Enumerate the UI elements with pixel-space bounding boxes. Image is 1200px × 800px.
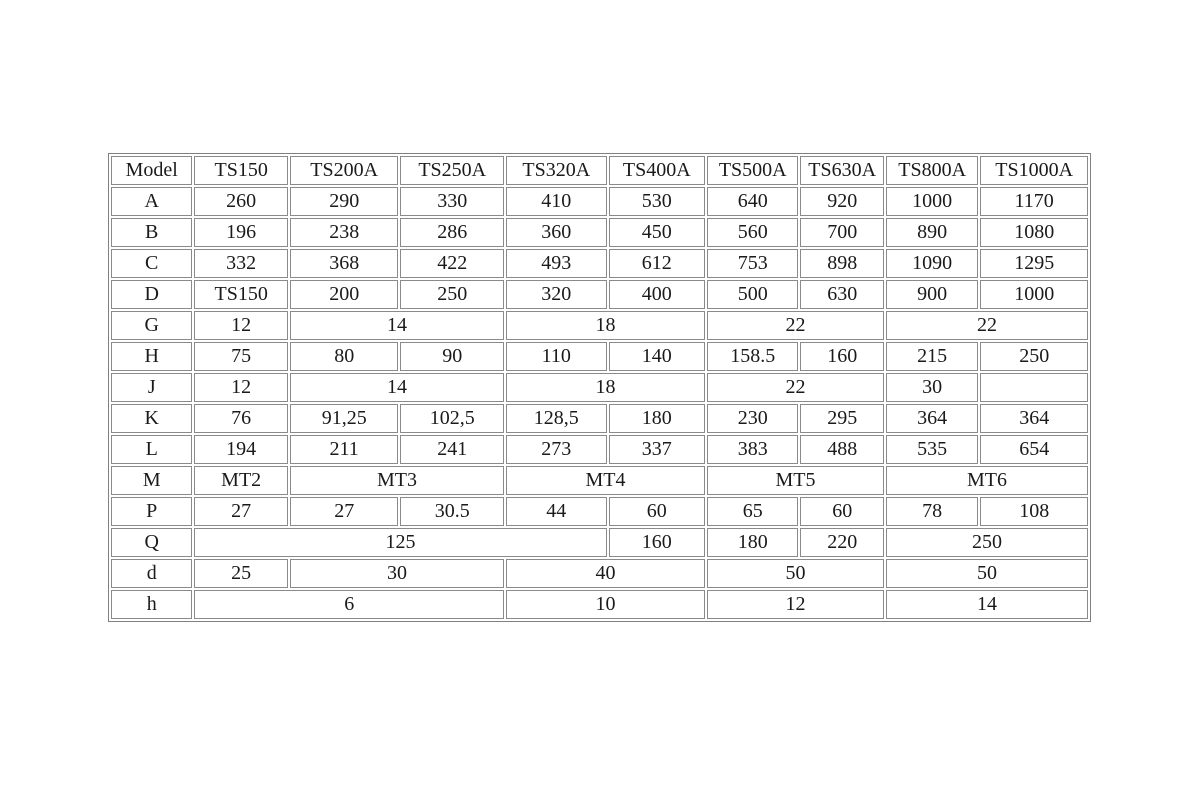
table-cell: 90 (400, 342, 504, 371)
row-label-cell: Q (111, 528, 192, 557)
table-cell: 44 (506, 497, 607, 526)
table-cell: 10 (506, 590, 705, 619)
table-row (111, 404, 1088, 433)
table-cell: 60 (800, 497, 883, 526)
table-row (111, 311, 1088, 340)
table-cell: 250 (886, 528, 1088, 557)
table-cell: 250 (980, 342, 1088, 371)
table-cell: 450 (609, 218, 706, 247)
table-row (111, 497, 1088, 526)
table-cell: 196 (194, 218, 287, 247)
table-cell: 612 (609, 249, 706, 278)
header-cell-ts630a: TS630A (800, 156, 883, 185)
table-cell: 890 (886, 218, 978, 247)
header-cell-ts200a: TS200A (290, 156, 399, 185)
table-cell: 14 (886, 590, 1088, 619)
table-cell: 30.5 (400, 497, 504, 526)
table-row (111, 590, 1088, 619)
table-cell: 75 (194, 342, 287, 371)
table-cell: 1000 (886, 187, 978, 216)
table-cell: 241 (400, 435, 504, 464)
row-label-cell: J (111, 373, 192, 402)
table-cell: 12 (194, 311, 287, 340)
table-cell: 230 (707, 404, 798, 433)
table-cell: 410 (506, 187, 607, 216)
row-label-cell: A (111, 187, 192, 216)
table-cell: 260 (194, 187, 287, 216)
header-cell-ts1000a: TS1000A (980, 156, 1088, 185)
table-cell: 640 (707, 187, 798, 216)
table-cell: 295 (800, 404, 883, 433)
table-cell: 180 (707, 528, 798, 557)
table-row (111, 218, 1088, 247)
table-cell: 14 (290, 311, 504, 340)
header-cell-ts320a: TS320A (506, 156, 607, 185)
table-cell: 422 (400, 249, 504, 278)
table-cell: 30 (290, 559, 504, 588)
table-row (111, 528, 1088, 557)
table-cell: 25 (194, 559, 287, 588)
table-cell: 18 (506, 373, 705, 402)
table-cell: 535 (886, 435, 978, 464)
table-cell: 12 (194, 373, 287, 402)
table-cell: 30 (886, 373, 978, 402)
row-label-cell: L (111, 435, 192, 464)
row-label-cell: P (111, 497, 192, 526)
table-cell: 110 (506, 342, 607, 371)
table-cell: 22 (886, 311, 1088, 340)
table-cell: 22 (707, 373, 884, 402)
table-cell: 920 (800, 187, 883, 216)
table-cell: 1170 (980, 187, 1088, 216)
table-cell: 530 (609, 187, 706, 216)
header-cell-model: Model (111, 156, 192, 185)
table-cell: 332 (194, 249, 287, 278)
table-cell: 108 (980, 497, 1088, 526)
table-cell: 27 (194, 497, 287, 526)
table-cell: 125 (194, 528, 606, 557)
table-cell: 753 (707, 249, 798, 278)
row-label-cell: D (111, 280, 192, 309)
table-cell: 12 (707, 590, 884, 619)
table-cell: 65 (707, 497, 798, 526)
table-cell: 630 (800, 280, 883, 309)
table-body (111, 156, 1088, 619)
table-cell (980, 373, 1088, 402)
table-cell: 50 (707, 559, 884, 588)
model-spec-table (108, 153, 1091, 622)
table-cell: 78 (886, 497, 978, 526)
table-cell: 160 (609, 528, 706, 557)
table-cell: 6 (194, 590, 504, 619)
row-label-cell: G (111, 311, 192, 340)
table-cell: 368 (290, 249, 399, 278)
table-cell: 27 (290, 497, 399, 526)
table-cell: 60 (609, 497, 706, 526)
table-cell: 286 (400, 218, 504, 247)
row-label-cell: M (111, 466, 192, 495)
header-cell-ts250a: TS250A (400, 156, 504, 185)
table-cell: 158.5 (707, 342, 798, 371)
table-row (111, 466, 1088, 495)
table-cell: 200 (290, 280, 399, 309)
table-cell: 220 (800, 528, 883, 557)
table-cell: 14 (290, 373, 504, 402)
table-cell: 76 (194, 404, 287, 433)
header-cell-ts500a: TS500A (707, 156, 798, 185)
table-row (111, 342, 1088, 371)
table-cell: 140 (609, 342, 706, 371)
spec-table-container (108, 153, 1091, 622)
row-label-cell: C (111, 249, 192, 278)
table-cell: 360 (506, 218, 607, 247)
table-cell: 273 (506, 435, 607, 464)
table-cell: 900 (886, 280, 978, 309)
row-label-cell: B (111, 218, 192, 247)
table-cell: 1080 (980, 218, 1088, 247)
table-cell: 364 (980, 404, 1088, 433)
table-cell: 22 (707, 311, 884, 340)
table-cell: 50 (886, 559, 1088, 588)
table-cell: 194 (194, 435, 287, 464)
table-cell: MT5 (707, 466, 884, 495)
table-cell: MT2 (194, 466, 287, 495)
table-cell: 488 (800, 435, 883, 464)
table-header-row (111, 156, 1088, 185)
table-row (111, 373, 1088, 402)
table-cell: 18 (506, 311, 705, 340)
row-label-cell: d (111, 559, 192, 588)
table-row (111, 249, 1088, 278)
row-label-cell: h (111, 590, 192, 619)
table-cell: 493 (506, 249, 607, 278)
table-cell: 1295 (980, 249, 1088, 278)
table-cell: MT4 (506, 466, 705, 495)
table-cell: TS150 (194, 280, 287, 309)
table-cell: 654 (980, 435, 1088, 464)
table-cell: 215 (886, 342, 978, 371)
table-cell: 337 (609, 435, 706, 464)
table-cell: 400 (609, 280, 706, 309)
table-cell: 700 (800, 218, 883, 247)
table-cell: 160 (800, 342, 883, 371)
table-row (111, 435, 1088, 464)
header-cell-ts150: TS150 (194, 156, 287, 185)
table-row (111, 187, 1088, 216)
table-cell: 128,5 (506, 404, 607, 433)
row-label-cell: H (111, 342, 192, 371)
table-cell: 102,5 (400, 404, 504, 433)
table-cell: 80 (290, 342, 399, 371)
table-cell: 91,25 (290, 404, 399, 433)
table-cell: 180 (609, 404, 706, 433)
table-cell: 211 (290, 435, 399, 464)
table-cell: 330 (400, 187, 504, 216)
table-cell: MT3 (290, 466, 504, 495)
table-cell: 500 (707, 280, 798, 309)
table-cell: 40 (506, 559, 705, 588)
table-cell: 250 (400, 280, 504, 309)
table-cell: 364 (886, 404, 978, 433)
header-cell-ts400a: TS400A (609, 156, 706, 185)
header-cell-ts800a: TS800A (886, 156, 978, 185)
table-cell: MT6 (886, 466, 1088, 495)
table-cell: 383 (707, 435, 798, 464)
table-row (111, 280, 1088, 309)
row-label-cell: K (111, 404, 192, 433)
table-cell: 238 (290, 218, 399, 247)
table-cell: 320 (506, 280, 607, 309)
table-cell: 560 (707, 218, 798, 247)
table-cell: 1090 (886, 249, 978, 278)
table-row (111, 559, 1088, 588)
table-cell: 1000 (980, 280, 1088, 309)
table-cell: 290 (290, 187, 399, 216)
table-cell: 898 (800, 249, 883, 278)
